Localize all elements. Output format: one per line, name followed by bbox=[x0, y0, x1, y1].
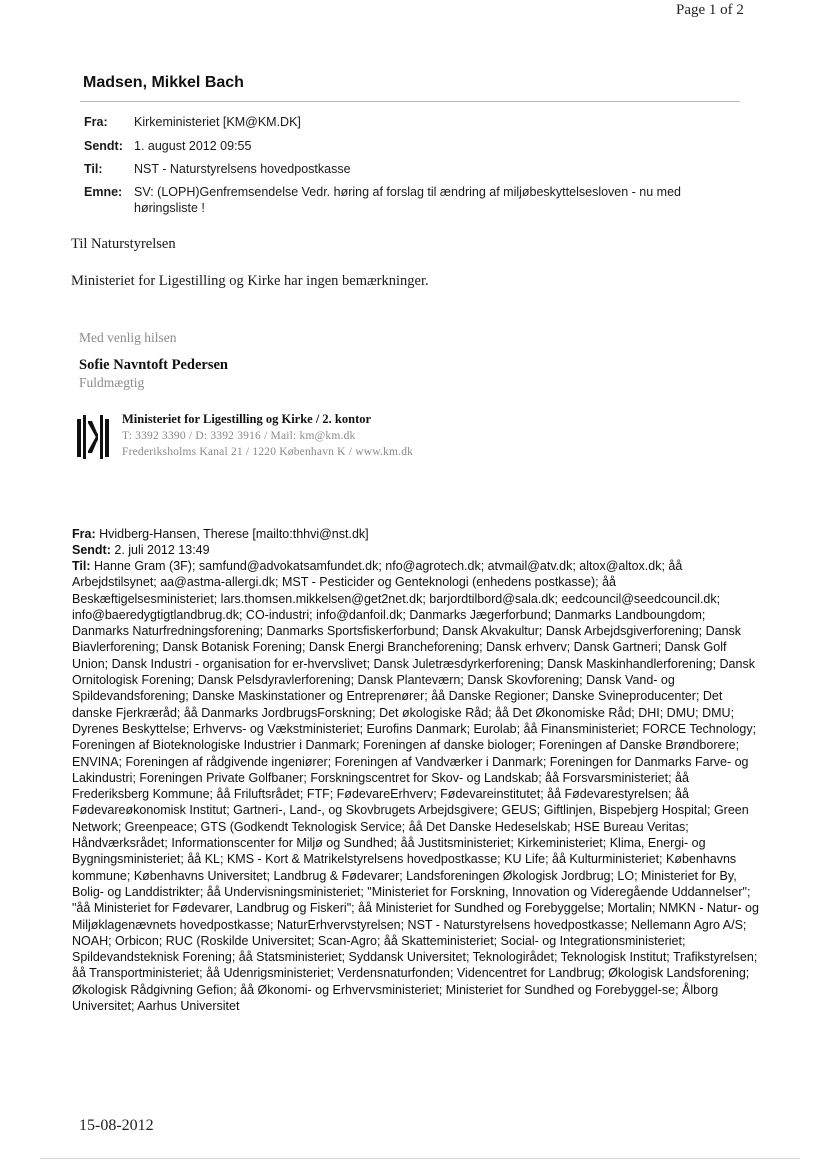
forwarded-recipient-list: Hanne Gram (3F); samfund@advokatsamfundet.dk; nfo@agrotech.dk; atvmail@atv.dk; altox@altox.dk; åå Arbejdstilsynet; aa@astma-allergi.dk; MST - Pesticider og Genteknologi (enhedens postkasse); åå Beskæftigelsesministeriet; lars.thomsen.mikkelsen@get2net.dk; barjordtilbord@sala.dk; eedcouncil@seedcouncil.dk; info@baeredygtigtlandbrug.dk; CO-industri; info@danfoil.dk; Danmarks Jægerforbund; Danmarks Landboungdom; Danmarks Naturfredningsforening; Danmarks Sportsfiskerforbund; Dansk Akvakultur; Dansk Arbejdsgiverforening; Dansk Biavlerforening; Dansk Botanisk Forening; Dansk Energi Brancheforening; Dansk erhverv; Dansk Gartneri; Dansk Golf Union; Dansk Industri - organisation for er-hvervslivet; Dansk Juletræsdyrkerforening; Dansk Maskinhandlerforening; Dansk Ornitologisk Forening; Dansk Pelsdyravlerforening; Dansk Planteværn; Dansk Skovforening; Dansk Vand- og Spildevandsforening; Danske Maskinstationer og Entreprenører; åå Danske Regioner; Danske Svineproducenter; Det danske Fjerkræråd; åå Danmarks JordbrugsForskning; Det økologiske Råd; åå Det Økonomiske Råd; DHI; DMU; DMU; Dyrenes Beskyttelse; Erhvervs- og Vækstministeriet; Eurofins Danmark; Eurolab; åå Finansministeriet; FORCE Technology; Foreningen af Bioteknologiske Industrier i Danmark; Foreningen af danske biologer; Foreningen af Danske Brøndborere; ENVINA; Foreningen af rådgivende ingeniører; Foreningen af Vandværker i Danmark; Foreningen for Danmarks Farve- og Lakindustri; Foreningen Private Golfbaner; Forskningscentret for Skov- og Landskab; åå Forsvarsministeriet; åå Frederiksberg Kommune; åå Friluftsrådet; FTF; FødevareErhverv; Fødevareinstitutet; åå Fødevarestyrelsen; åå Fødevareøkonomisk Institut; Gartneri-, Land-, og Skovbrugets Arbejdsgivere; GEUS; Giftlinjen, Bispebjerg Hospital; Green Network; Greenpeace; GTS (Godkendt Teknologisk Service; åå Det Danske Hedeselskab; HSE Bureau Veritas; Håndværksrådet; Informationscenter for Miljø og Sundhed; åå Justitsministeriet; Kirkeministeriet; Klima, Energi- og Bygningsministeriet; åå KL; KMS - Kort & Matrikelstyrelsens hovedpostkasse; KU Life; åå Kulturministeriet; Københavns kommune; Københavns Universitet; Landbrug & Fødevarer; Landsforeningen Økologisk Jordbrug; LO; Ministeriet for By, Bolig- og Landdistrikter; åå Undervisningsministeriet; "Ministeriet for Forskning, Innovation og Videregående Uddannelser"; "åå Ministeriet for Fødevarer, Landbrug og Fiskeri"; åå Ministeriet for Sundhed og Forebyggelse; Mortalin; NMKN - Natur- og Miljøklagenævnets hovedpostkasse; NaturErhvervstyrelsen; NST - Naturstyrelsens hovedpostkasse; Nellemann Agro A/S; NOAH; Orbicon; RUC (Roskilde Universitet; Scan-Agro; åå Skatteministeriet; Social- og Integrationsministeriet; Spildevandsteknisk Forening; åå Statsministeriet; Syddansk Universitet; Teknologirådet; Teknologisk Institut; Trafikstyrelsen; åå Transportministeriet; åå Udenrigsministeriet; Verdensnaturfonden; Videncentret for Landbrug; Økologisk Landsforening; Økologisk Rådgivning Gefion; åå Økonomi- og Erhvervsministeriet; Ministeriet for Sundhed og Forebyggel-se; Ålborg Universitet; Aarhus Universitet bbox=[72, 559, 759, 1014]
forwarded-from-value: Hvidberg-Hansen, Therese [mailto:thhvi@nst.dk] bbox=[99, 527, 369, 541]
message-text: Ministeriet for Ligestilling og Kirke har ingen bemærkninger. bbox=[71, 273, 429, 289]
forwarded-from-row bbox=[72, 526, 762, 542]
organization-name: Ministeriet for Ligestilling og Kirke / 2. kontor bbox=[122, 412, 372, 426]
signature-greeting: Med venlig hilsen bbox=[79, 330, 177, 345]
signature-name: Sofie Navntoft Pedersen bbox=[79, 357, 229, 373]
forwarded-to-row bbox=[72, 558, 760, 1014]
forwarded-sent-row bbox=[72, 542, 762, 558]
forwarded-sent-label: Sendt: bbox=[72, 543, 111, 557]
header-sent-row bbox=[84, 138, 252, 154]
forwarded-from-label: Fra: bbox=[72, 527, 96, 541]
header-to-value: NST - Naturstyrelsens hovedpostkasse bbox=[134, 162, 351, 176]
header-subject-row bbox=[84, 184, 681, 215]
header-to-row bbox=[84, 161, 351, 177]
header-sent-label: Sendt: bbox=[84, 139, 123, 153]
header-subject-value: SV: (LOPH)Genfremsendelse Vedr. høring af forslag til ændring af miljøbeskyttelsesloven - nu med høringsliste ! bbox=[134, 185, 681, 215]
ministry-logo-icon bbox=[77, 415, 109, 459]
organization-address: Frederiksholms Kanal 21 / 1220 København K / www.km.dk bbox=[122, 446, 414, 458]
signature-title: Fuldmægtig bbox=[79, 375, 145, 390]
date-stamp: 15-08-2012 bbox=[79, 1117, 154, 1134]
header-from-value: Kirkeministeriet [KM@KM.DK] bbox=[134, 115, 301, 129]
salutation: Til Naturstyrelsen bbox=[71, 236, 176, 252]
header-from-row bbox=[84, 114, 301, 130]
header-to-label: Til: bbox=[84, 162, 103, 176]
page-bottom-edge bbox=[40, 1158, 800, 1159]
header-divider bbox=[80, 101, 740, 102]
header-from-label: Fra: bbox=[84, 115, 108, 129]
header-sent-value: 1. august 2012 09:55 bbox=[134, 139, 252, 153]
page-number: Page 1 of 2 bbox=[676, 2, 744, 18]
forwarded-sent-value: 2. juli 2012 13:49 bbox=[114, 543, 210, 557]
header-subject-label: Emne: bbox=[84, 185, 123, 199]
sender-name: Madsen, Mikkel Bach bbox=[83, 74, 244, 91]
organization-contact: T: 3392 3390 / D: 3392 3916 / Mail: km@km.dk bbox=[122, 430, 356, 442]
forwarded-to-label: Til: bbox=[72, 559, 91, 573]
